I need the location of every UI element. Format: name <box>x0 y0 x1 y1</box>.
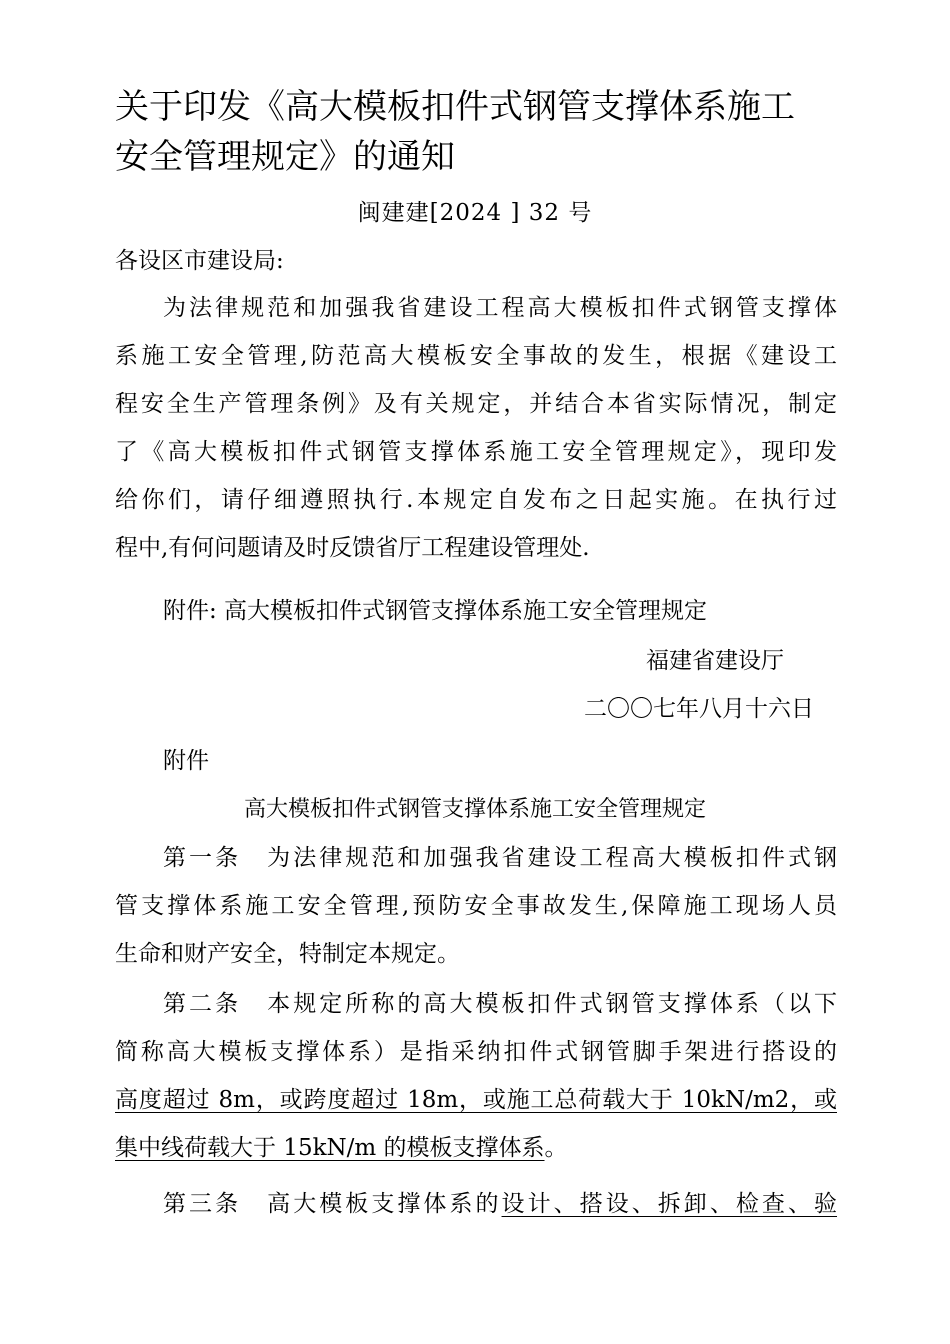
article-2-underlined-text: 高度超过 8m，或跨度超过 18m，或施工总荷载大于 10kN/m2，或 <box>115 1087 837 1113</box>
article-1-line: 第一条 为法律规范和加强我省建设工程高大模板扣件式钢 <box>163 845 837 871</box>
article-3 <box>115 1180 837 1228</box>
issue-date: 二〇〇七年八月十六日 <box>584 696 814 722</box>
notice-title <box>115 82 845 182</box>
article-2-line: 简称高大模板支撑体系）是指采纳扣件式钢管脚手架进行搭设的 <box>115 1039 837 1065</box>
document-number: 闽建建[2024 ] 32 号 <box>357 200 593 226</box>
article-2-line <box>115 1124 837 1172</box>
intro-line: 系施工安全管理,防范高大模板安全事故的发生，根据《建设工 <box>115 343 837 369</box>
intro-line: 程中,有何问题请及时反馈省厅工程建设管理处. <box>115 535 590 561</box>
article-3-text: 第三条 高大模板支撑体系的 <box>163 1191 502 1217</box>
attachment-label: 附件 <box>163 748 209 774</box>
regulation-title: 高大模板扣件式钢管支撑体系施工安全管理规定 <box>243 797 706 822</box>
intro-line: 为法律规范和加强我省建设工程高大模板扣件式钢管支撑体 <box>163 295 837 321</box>
article-1-line: 生命和财产安全，特制定本规定。 <box>115 941 460 967</box>
article-2-line <box>115 1076 837 1124</box>
issuer-signature: 福建省建设厅 <box>646 648 784 674</box>
notice-title-line-1: 关于印发《高大模板扣件式钢管支撑体系施工 <box>115 87 795 127</box>
addressee: 各设区市建设局: <box>115 248 284 274</box>
article-3-line <box>115 1180 837 1228</box>
article-2 <box>115 980 837 1172</box>
intro-line: 了《高大模板扣件式钢管支撑体系施工安全管理规定》，现印发 <box>115 439 837 465</box>
intro-line: 给你们，请仔细遵照执行.本规定自发布之日起实施。在执行过 <box>115 487 837 513</box>
article-1 <box>115 834 837 978</box>
notice-title-line-2: 安全管理规定》的通知 <box>115 137 455 177</box>
article-2-line: 第二条 本规定所称的高大模板扣件式钢管支撑体系（以下 <box>163 991 837 1017</box>
article-3-underlined-text: 设计、搭设、拆卸、检查、验 <box>501 1191 838 1217</box>
article-2-underlined-text: 集中线荷载大于 15kN/m 的模板支撑体系 <box>115 1135 545 1161</box>
article-1-line: 管支撑体系施工安全管理,预防安全事故发生,保障施工现场人员 <box>115 893 837 919</box>
intro-paragraph <box>115 284 837 572</box>
attachment-note: 附件: 高大模板扣件式钢管支撑体系施工安全管理规定 <box>163 598 708 624</box>
article-2-line-tail: 。 <box>544 1135 568 1161</box>
intro-line: 程安全生产管理条例》及有关规定，并结合本省实际情况，制定 <box>115 391 837 417</box>
